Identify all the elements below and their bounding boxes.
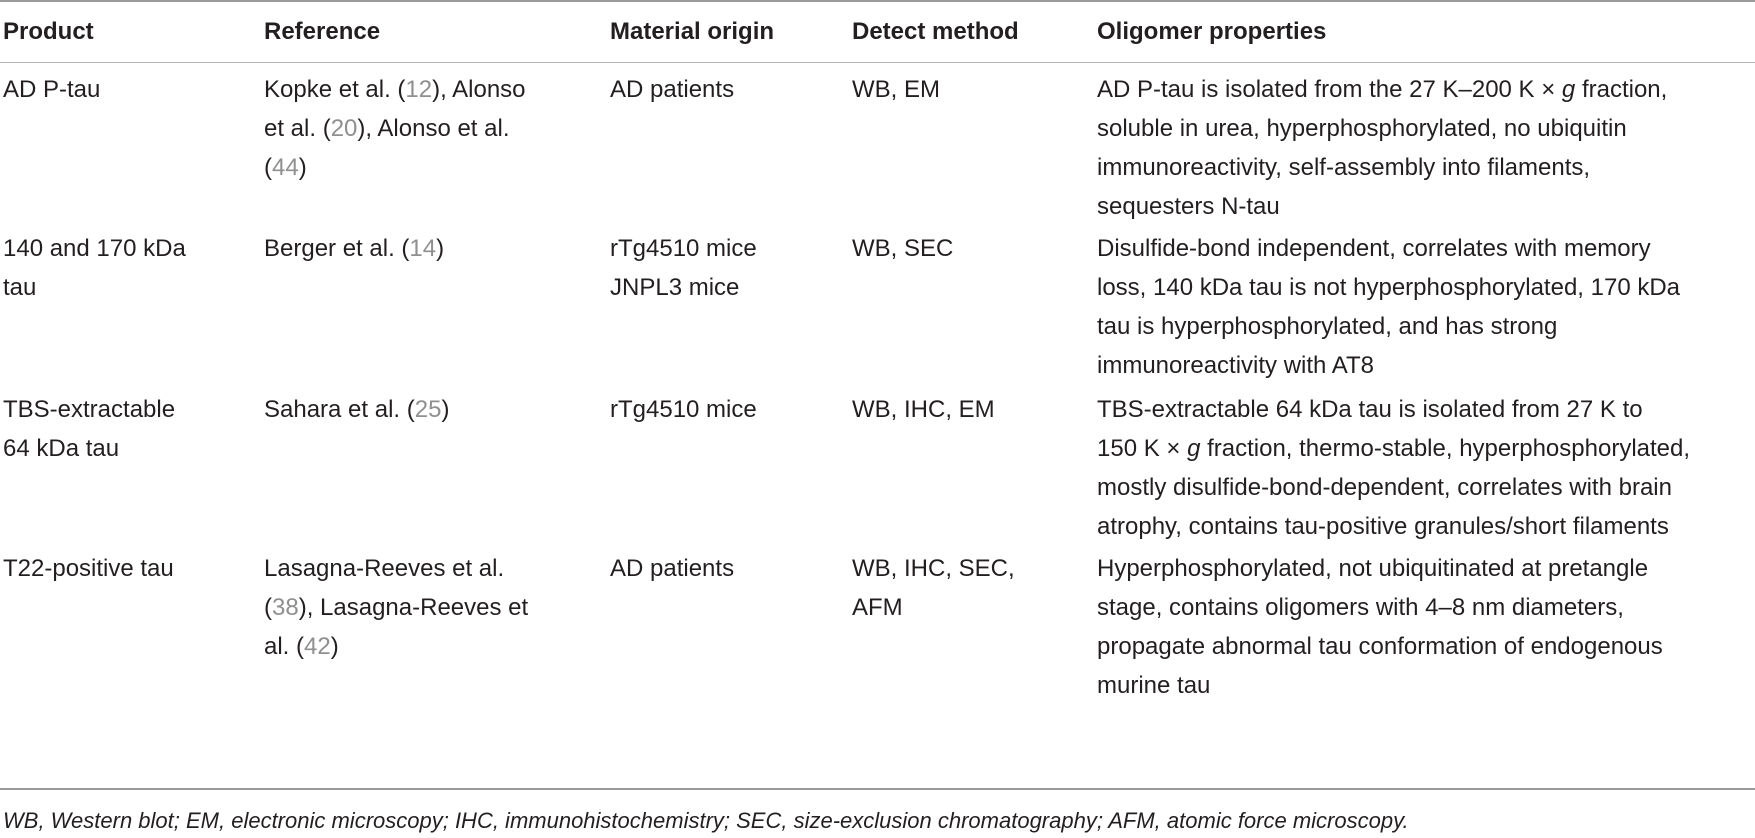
header-product: Product: [3, 18, 94, 45]
cell-line: [264, 109, 526, 148]
cell-line: [1097, 666, 1663, 705]
cell-material-origin: [610, 70, 734, 109]
cell-line: [3, 229, 186, 268]
cell-line: [1097, 70, 1667, 109]
text-segment: ), Alonso et al.: [357, 115, 510, 142]
cell-oligomer-properties: [1097, 229, 1680, 385]
table-bottom-rule: [0, 788, 1755, 790]
cell-line: [1097, 507, 1690, 546]
text-segment: JNPL3 mice: [610, 274, 740, 301]
text-segment: AD patients: [610, 555, 735, 582]
cell-line: [264, 549, 528, 588]
cell-line: [1097, 187, 1667, 226]
text-segment: TBS-extractable 64 kDa tau is isolated from 27 K to: [1097, 396, 1643, 423]
text-segment: stage, contains oligomers with 4–8 nm diameters,: [1097, 594, 1624, 621]
cell-line: [264, 70, 526, 109]
cell-line: [264, 148, 526, 187]
text-segment: T22-positive tau: [3, 555, 174, 582]
text-segment: al. (: [264, 633, 305, 660]
cell-line: [1097, 268, 1680, 307]
text-segment: rTg4510 mice: [610, 235, 757, 262]
cell-detect-method: [852, 70, 940, 109]
cell-line: [264, 627, 528, 666]
text-segment: TBS-extractable: [3, 396, 176, 423]
text-segment: propagate abnormal tau conformation of endogenous: [1097, 633, 1663, 660]
text-segment: immunoreactivity, self-assembly into filaments,: [1097, 154, 1591, 181]
reference-link[interactable]: 44: [272, 154, 299, 181]
header-oligomer-properties: Oligomer properties: [1097, 18, 1327, 45]
text-segment: WB, IHC, SEC,: [852, 555, 1015, 582]
cell-line: [852, 229, 953, 268]
cell-line: [852, 70, 940, 109]
text-segment: atrophy, contains tau-positive granules/short filaments: [1097, 513, 1669, 540]
header-reference: Reference: [264, 18, 381, 45]
variable-g: g: [1180, 435, 1208, 462]
text-segment: WB, SEC: [852, 235, 954, 262]
cell-line: [3, 268, 186, 307]
text-segment: Hyperphosphorylated, not ubiquitinated at pretangle: [1097, 555, 1649, 582]
text-segment: immunoreactivity with AT8: [1097, 352, 1374, 379]
cell-line: [3, 390, 175, 429]
cell-line: [1097, 109, 1667, 148]
reference-link[interactable]: 38: [272, 594, 299, 621]
cell-line: [264, 390, 449, 429]
cell-material-origin: [610, 390, 757, 429]
cell-oligomer-properties: [1097, 390, 1690, 546]
table-footnote: WB, Western blot; EM, electronic microscopy; IHC, immunohistochemistry; SEC, size-exclusion chromatography; AFM, atomic force microscopy.: [3, 808, 1409, 833]
reference-link[interactable]: 14: [409, 235, 437, 262]
cell-line: [852, 549, 1015, 588]
text-segment: AD patients: [610, 76, 735, 103]
cell-line: [1097, 468, 1690, 507]
text-segment: sequesters N-tau: [1097, 193, 1280, 220]
cell-line: [1097, 346, 1680, 385]
text-segment: murine tau: [1097, 672, 1211, 699]
text-segment: (: [264, 594, 272, 621]
cell-line: [1097, 429, 1690, 468]
cell-product: [3, 229, 186, 307]
cell-line: [1097, 627, 1663, 666]
text-segment: et al. (: [264, 115, 331, 142]
cell-reference: [264, 229, 444, 268]
cell-line: [1097, 148, 1667, 187]
cell-line: [852, 390, 995, 429]
cell-line: [3, 70, 100, 109]
text-segment: ), Lasagna-Reeves et: [298, 594, 529, 621]
text-segment: rTg4510 mice: [610, 396, 757, 423]
cell-line: [3, 549, 174, 588]
text-segment: Disulfide-bond independent, correlates with memory: [1097, 235, 1651, 262]
cell-oligomer-properties: [1097, 70, 1667, 226]
text-segment: ): [436, 235, 445, 262]
text-segment: fraction, thermo-stable, hyperphosphorylated,: [1207, 435, 1691, 462]
text-segment: fraction,: [1581, 76, 1668, 103]
text-segment: 64 kDa tau: [3, 435, 120, 462]
text-segment: WB, IHC, EM: [852, 396, 995, 423]
cell-line: [610, 268, 757, 307]
reference-link[interactable]: 42: [304, 633, 331, 660]
cell-product: [3, 549, 174, 588]
text-segment: ): [441, 396, 450, 423]
text-segment: loss, 140 kDa tau is not hyperphosphorylated, 170 kDa: [1097, 274, 1681, 301]
reference-link[interactable]: 12: [405, 76, 433, 103]
cell-line: [610, 229, 757, 268]
text-segment: Kopke et al. (: [264, 76, 406, 103]
cell-line: [1097, 229, 1680, 268]
reference-link[interactable]: 25: [414, 396, 442, 423]
header-rule: [0, 62, 1755, 63]
cell-oligomer-properties: [1097, 549, 1663, 705]
cell-line: [264, 229, 444, 268]
cell-reference: [264, 390, 449, 429]
text-segment: Berger et al. (: [264, 235, 410, 262]
cell-line: [264, 588, 528, 627]
header-detect-method: Detect method: [852, 18, 1019, 45]
cell-reference: [264, 549, 528, 666]
cell-line: [852, 588, 1015, 627]
cell-product: [3, 70, 100, 109]
cell-line: [3, 429, 175, 468]
text-segment: AFM: [852, 594, 903, 621]
text-segment: ), Alonso: [432, 76, 526, 103]
cell-line: [1097, 307, 1680, 346]
text-segment: (: [264, 154, 272, 181]
text-segment: AD P-tau: [3, 76, 101, 103]
cell-detect-method: [852, 549, 1015, 627]
text-segment: ): [298, 154, 307, 181]
text-segment: mostly disulfide-bond-dependent, correlates with brain: [1097, 474, 1672, 501]
text-segment: AD P-tau is isolated from the 27 K–200 K ×: [1097, 76, 1556, 103]
cell-material-origin: [610, 229, 757, 307]
cell-detect-method: [852, 229, 953, 268]
cell-line: [610, 549, 734, 588]
variable-g: g: [1555, 76, 1582, 103]
cell-line: [1097, 549, 1663, 588]
text-segment: WB, EM: [852, 76, 940, 103]
text-segment: Lasagna-Reeves et al.: [264, 555, 505, 582]
text-segment: tau: [3, 274, 37, 301]
text-segment: Sahara et al. (: [264, 396, 415, 423]
text-segment: soluble in urea, hyperphosphorylated, no ubiquitin: [1097, 115, 1627, 142]
cell-line: [1097, 390, 1690, 429]
text-segment: ): [330, 633, 339, 660]
text-segment: tau is hyperphosphorylated, and has strong: [1097, 313, 1558, 340]
cell-reference: [264, 70, 526, 187]
cell-line: [610, 390, 757, 429]
reference-link[interactable]: 20: [330, 115, 358, 142]
table-top-rule: [0, 0, 1755, 2]
header-material-origin: Material origin: [610, 18, 775, 45]
cell-product: [3, 390, 175, 468]
text-segment: 140 and 170 kDa: [3, 235, 186, 262]
cell-detect-method: [852, 390, 995, 429]
cell-line: [1097, 588, 1663, 627]
text-segment: 150 K ×: [1097, 435, 1181, 462]
cell-material-origin: [610, 549, 734, 588]
cell-line: [610, 70, 734, 109]
